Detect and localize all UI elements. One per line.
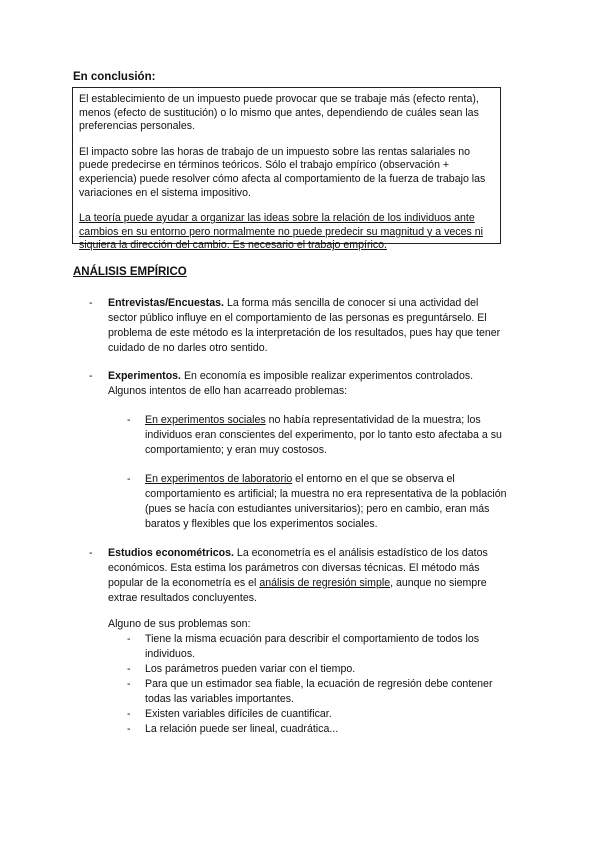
problem-item: Para que un estimador sea fiable, la ecuación de regresión debe contener todas las variables importantes. bbox=[145, 678, 493, 705]
section-title: ANÁLISIS EMPÍRICO bbox=[73, 266, 187, 278]
item-title: Estudios econométricos. bbox=[108, 547, 234, 559]
sub-bullet-dash: - bbox=[127, 473, 131, 485]
conclusion-paragraph-3: La teoría puede ayudar a organizar las ideas sobre la relación de los individuos ante cambios en su entorno pero normalmente no puede predecir su magnitud y a veces ni siquiera la dirección del cambio. Es necesario el trabajo empírico. bbox=[79, 212, 483, 252]
sub-item-lab-experiments bbox=[145, 472, 510, 532]
sub-bullet-dash: - bbox=[127, 708, 131, 720]
sub-bullet-dash: - bbox=[127, 723, 131, 735]
conclusion-heading: En conclusión: bbox=[73, 71, 156, 83]
list-item-interviews bbox=[108, 296, 508, 356]
problems-intro: Alguno de sus problemas son: bbox=[108, 618, 251, 630]
regression-link-text: análisis de regresión simple bbox=[259, 577, 391, 589]
sub-bullet-dash: - bbox=[127, 663, 131, 675]
bullet-dash: - bbox=[89, 547, 93, 559]
sub-bullet-dash: - bbox=[127, 414, 131, 426]
sub-bullet-dash: - bbox=[127, 678, 131, 690]
sub-item-underlined: En experimentos de laboratorio bbox=[145, 473, 293, 485]
conclusion-paragraph-1: El establecimiento de un impuesto puede provocar que se trabaje más (efecto renta), menos (efecto de sustitución) o lo mismo que antes, dependiendo de cuáles sean las preferencias personales. bbox=[79, 93, 479, 133]
item-title: Entrevistas/Encuestas. bbox=[108, 297, 224, 309]
sub-bullet-dash: - bbox=[127, 633, 131, 645]
item-title: Experimentos. bbox=[108, 370, 182, 382]
problem-item: Existen variables difíciles de cuantificar. bbox=[145, 708, 332, 720]
sub-item-text: no había representatividad de la muestra; los individuos eran conscientes del experimento, por lo tanto esto afectaba a su comportamiento; y eran muy costosos. bbox=[145, 414, 502, 456]
sub-item-text: el entorno en el que se observa el comportamiento es artificial; la muestra no era representativa de la población (pues se hacía con estudiantes universitarios); pero en cambio, eran más baratos y flexibles que los experimentos sociales. bbox=[145, 473, 507, 530]
item-text: , aunque no siempre extrae resultados concluyentes. bbox=[108, 577, 487, 604]
problem-item: Los parámetros pueden variar con el tiempo. bbox=[145, 663, 356, 675]
list-item-experiments bbox=[108, 369, 508, 399]
sub-item-underlined: En experimentos sociales bbox=[145, 414, 266, 426]
list-item-econometrics bbox=[108, 546, 508, 606]
item-text: En economía es imposible realizar experimentos controlados. Algunos intentos de ello han acarreado problemas: bbox=[108, 370, 474, 397]
conclusion-box bbox=[72, 87, 501, 252]
bullet-dash: - bbox=[89, 370, 93, 382]
sub-item-social-experiments bbox=[145, 413, 510, 458]
conclusion-paragraph-2: El impacto sobre las horas de trabajo de un impuesto sobre las rentas salariales no puede predecirse en términos teóricos. Sólo el trabajo empírico (observación + experiencia) puede resolver cómo afecta al comportamiento de la fuerza de trabajo las variaciones en el sistema impositivo. bbox=[79, 145, 486, 199]
problem-item: Tiene la misma ecuación para describir el comportamiento de todos los individuos. bbox=[145, 633, 480, 660]
problem-item: La relación puede ser lineal, cuadrática... bbox=[145, 723, 339, 735]
item-text: La forma más sencilla de conocer si una actividad del sector público influye en el comportamiento de las personas es preguntárselo. El problema de este método es la interpretación de los resultados, pues hay que tener cuidado de no darles otro sentido. bbox=[108, 297, 501, 354]
item-text: La econometría es el análisis estadístico de los datos económicos. Esta estima los parámetros con diversas técnicas. El método más popular de la econometría es el bbox=[108, 547, 488, 589]
bullet-dash: - bbox=[89, 297, 93, 309]
